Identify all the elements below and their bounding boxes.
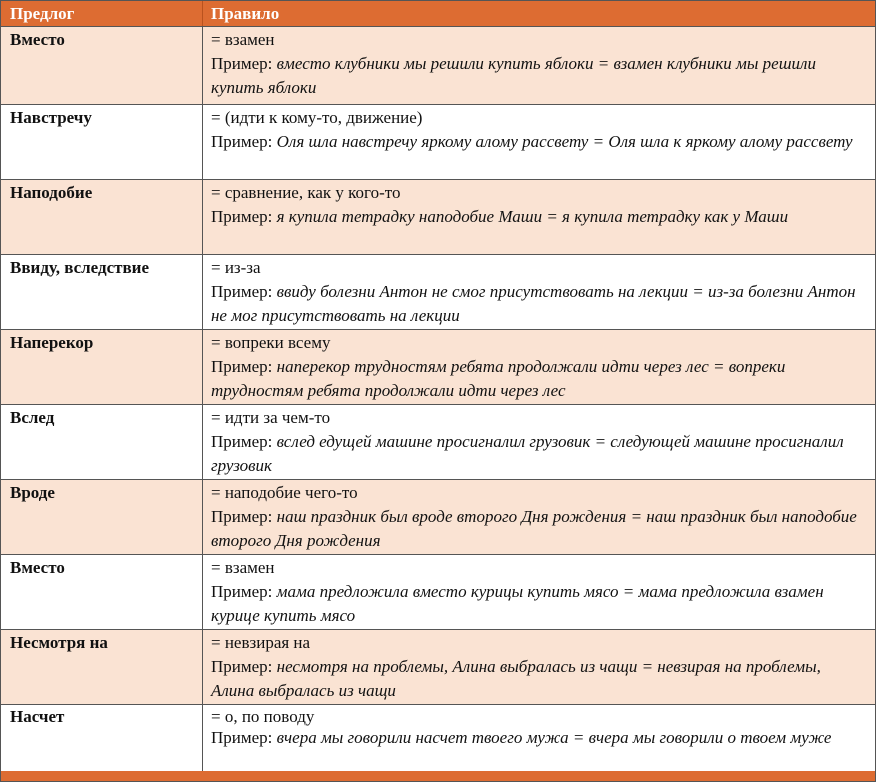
rule-cell [203, 480, 875, 554]
preposition-cell: Наперекор [1, 330, 203, 404]
rule-cell [203, 255, 875, 329]
rule-cell [203, 330, 875, 404]
table-row [1, 479, 875, 554]
table-row [1, 254, 875, 329]
rule-example [211, 130, 867, 154]
rule-meaning: = невзирая на [211, 633, 311, 652]
preposition-cell: Ввиду, вследствие [1, 255, 203, 329]
rule-cell [203, 630, 875, 704]
example-text: ввиду болезни Антон не смог присутствовать на лекции = из-за болезни Антон не мог присутствовать на лекции [211, 282, 856, 325]
table-row [1, 179, 875, 254]
example-label: Пример: [211, 657, 273, 676]
rule-example [211, 280, 867, 328]
rule-cell [203, 180, 875, 254]
rule-meaning: = идти за чем-то [211, 408, 331, 427]
example-text: наперекор трудностям ребята продолжали идти через лес = вопреки трудностям ребята продолжали идти через лес [211, 357, 786, 400]
example-text: наш праздник был вроде второго Дня рождения = наш праздник был наподобие второго Дня рождения [211, 507, 857, 550]
table-row [1, 629, 875, 704]
preposition-cell: Навстречу [1, 105, 203, 179]
example-label: Пример: [211, 432, 273, 451]
header-rule: Правило [211, 4, 280, 23]
rule-cell [203, 27, 875, 104]
preposition-cell: Вслед [1, 405, 203, 479]
rule-meaning: = из-за [211, 258, 261, 277]
table-row [1, 26, 875, 104]
rule-example [211, 580, 867, 628]
example-label: Пример: [211, 207, 273, 226]
preposition-cell: Вроде [1, 480, 203, 554]
rule-meaning: = вопреки всему [211, 333, 331, 352]
rule-cell [203, 405, 875, 479]
rule-cell [203, 105, 875, 179]
rule-example [211, 430, 867, 478]
preposition-cell: Наподобие [1, 180, 203, 254]
rule-meaning: = взамен [211, 30, 275, 49]
example-label: Пример: [211, 728, 273, 747]
example-label: Пример: [211, 54, 273, 73]
example-label: Пример: [211, 357, 273, 376]
rule-example [211, 205, 867, 229]
preposition-cell: Вместо [1, 27, 203, 104]
table-row [1, 404, 875, 479]
example-label: Пример: [211, 132, 273, 151]
table-row [1, 704, 875, 771]
example-text: несмотря на проблемы, Алина выбралась из чащи = невзирая на проблемы, Алина выбралась из чащи [211, 657, 821, 700]
example-text: вслед едущей машине просигналил грузовик = следующей машине просигналил грузовик [211, 432, 844, 475]
rule-example [211, 727, 867, 748]
rule-meaning: = взамен [211, 558, 275, 577]
table-row [1, 329, 875, 404]
example-label: Пример: [211, 507, 273, 526]
example-text: мама предложила вместо курицы купить мясо = мама предложила взамен курице купить мясо [211, 582, 824, 625]
rule-meaning: = сравнение, как у кого-то [211, 183, 401, 202]
example-text: я купила тетрадку наподобие Маши = я купила тетрадку как у Маши [276, 207, 789, 226]
table-row [1, 104, 875, 179]
rule-meaning: = о, по поводу [211, 707, 315, 726]
example-text: вместо клубники мы решили купить яблоки = взамен клубники мы решили купить яблоки [211, 54, 816, 97]
example-text: Оля шла навстречу яркому алому рассвету = Оля шла к яркому алому рассвету [276, 132, 853, 151]
example-label: Пример: [211, 282, 273, 301]
rule-example [211, 52, 867, 100]
example-label: Пример: [211, 582, 273, 601]
preposition-cell: Несмотря на [1, 630, 203, 704]
rule-example [211, 355, 867, 403]
bottom-orange-bar [1, 771, 875, 781]
preposition-cell: Вместо [1, 555, 203, 629]
table-header-row [1, 1, 875, 26]
rule-meaning: = наподобие чего-то [211, 483, 358, 502]
rule-example [211, 655, 867, 703]
example-text: вчера мы говорили насчет твоего мужа = вчера мы говорили о твоем муже [276, 728, 832, 747]
rule-cell [203, 555, 875, 629]
rule-meaning: = (идти к кому-то, движение) [211, 108, 423, 127]
table-row [1, 554, 875, 629]
header-preposition: Предлог [1, 1, 203, 26]
rule-example [211, 505, 867, 553]
rule-cell [203, 705, 875, 771]
preposition-cell: Насчет [1, 705, 203, 771]
